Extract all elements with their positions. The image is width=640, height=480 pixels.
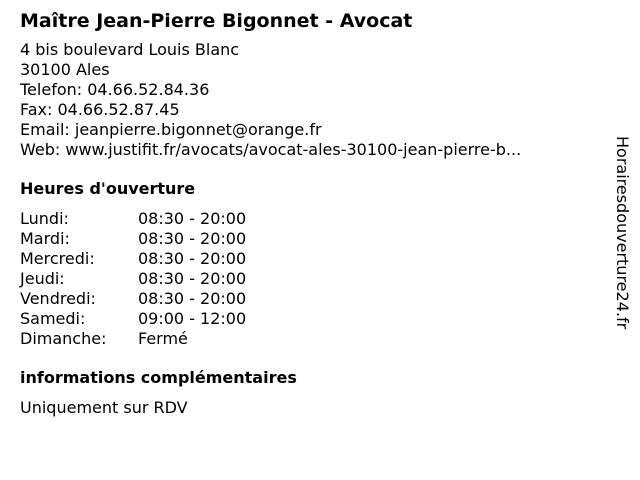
hours-time: 08:30 - 20:00 bbox=[138, 289, 247, 308]
hours-day: Mardi: bbox=[20, 229, 70, 248]
contact-block bbox=[20, 40, 600, 160]
hours-time: Fermé bbox=[138, 329, 188, 348]
business-title: Maître Jean-Pierre Bigonnet - Avocat bbox=[20, 10, 413, 32]
hours-time: 08:30 - 20:00 bbox=[138, 269, 247, 288]
hours-heading: Heures d'ouverture bbox=[20, 179, 196, 198]
hours-time: 08:30 - 20:00 bbox=[138, 229, 247, 248]
hours-row-samedi bbox=[20, 309, 600, 329]
business-card bbox=[20, 0, 600, 418]
hours-day: Jeudi: bbox=[20, 269, 65, 288]
hours-time: 08:30 - 20:00 bbox=[138, 249, 247, 268]
extra-info-text: Uniquement sur RDV bbox=[20, 398, 188, 417]
fax-line: Fax: 04.66.52.87.45 bbox=[20, 100, 180, 119]
email-line[interactable]: Email: jeanpierre.bigonnet@orange.fr bbox=[20, 120, 322, 139]
address-city: 30100 Ales bbox=[20, 60, 110, 79]
hours-day: Vendredi: bbox=[20, 289, 96, 308]
web-line[interactable]: Web: www.justifit.fr/avocats/avocat-ales-30100-jean-pierre-b... bbox=[20, 140, 522, 159]
hours-row-jeudi bbox=[20, 269, 600, 289]
hours-row-lundi bbox=[20, 209, 600, 229]
phone-line[interactable]: Telefon: 04.66.52.84.36 bbox=[20, 80, 210, 99]
hours-table bbox=[20, 209, 600, 349]
hours-row-mardi bbox=[20, 229, 600, 249]
hours-day: Mercredi: bbox=[20, 249, 95, 268]
hours-time: 08:30 - 20:00 bbox=[138, 209, 247, 228]
hours-day: Dimanche: bbox=[20, 329, 107, 348]
hours-time: 09:00 - 12:00 bbox=[138, 309, 247, 328]
hours-day: Samedi: bbox=[20, 309, 86, 328]
brand-watermark: Horairesdouverture24.fr bbox=[613, 136, 632, 330]
hours-row-dimanche bbox=[20, 329, 600, 349]
address-street: 4 bis boulevard Louis Blanc bbox=[20, 40, 240, 59]
hours-row-vendredi bbox=[20, 289, 600, 309]
extra-info-heading: informations complémentaires bbox=[20, 368, 297, 387]
hours-row-mercredi bbox=[20, 249, 600, 269]
hours-day: Lundi: bbox=[20, 209, 69, 228]
